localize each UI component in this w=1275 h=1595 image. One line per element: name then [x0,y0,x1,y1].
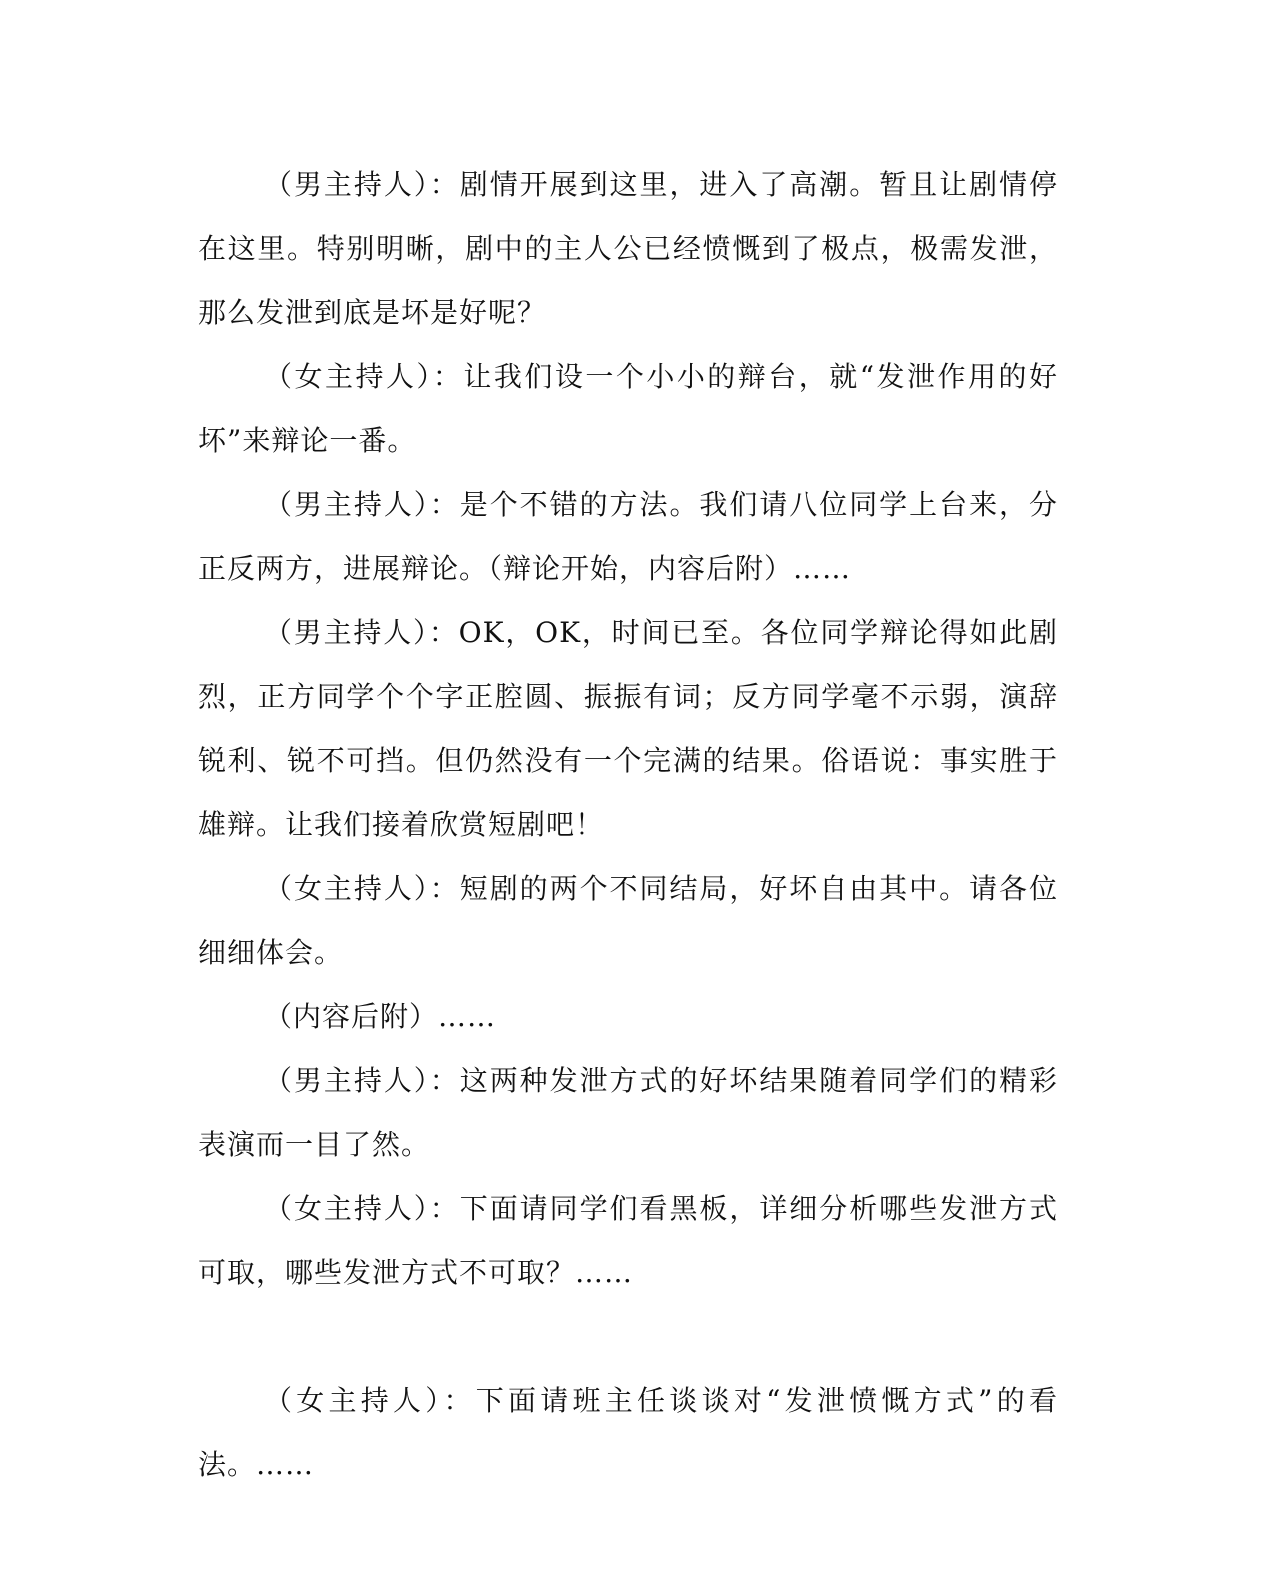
paragraph-female-host-teacher: （女主持人）：下面请班主任谈谈对“发泄愤慨方式”的看法。…… [198,1384,1058,1481]
paragraph-male-host-results: （男主持人）：这两种发泄方式的好坏结果随着同学们的精彩表演而一目了然。 [198,1064,1058,1161]
paragraph-female-host-debate-intro: （女主持人）：让我们设一个小小的辩台，就“发泄作用的好坏”来辩论一番。 [198,360,1058,457]
paragraph-male-host-debate-start: （男主持人）：是个不错的方法。我们请八位同学上台来，分正反两方，进展辩论。（辩论开始，内容后附）…… [198,488,1058,585]
paragraph-female-host-blackboard: （女主持人）：下面请同学们看黑板，详细分析哪些发泄方式可取，哪些发泄方式不可取？…… [198,1192,1058,1289]
paragraph-male-host-debate-end: （男主持人）：OK，OK，时间已至。各位同学辩论得如此剧烈，正方同学个个字正腔圆、振振有词；反方同学毫不示弱，演辞锐利、锐不可挡。但仍然没有一个完满的结果。俗语说：事实胜于雄辩。让我们接着欣赏短剧吧！ [198,616,1058,841]
paragraph-male-host-climax: （男主持人）：剧情开展到这里，进入了高潮。暂且让剧情停在这里。特别明晰，剧中的主人公已经愤慨到了极点，极需发泄，那么发泄到底是坏是好呢？ [198,168,1058,329]
paragraph-content-appended: （内容后附）…… [264,1000,497,1033]
paragraph-female-host-endings: （女主持人）：短剧的两个不同结局，好坏自由其中。请各位细细体会。 [198,872,1058,969]
